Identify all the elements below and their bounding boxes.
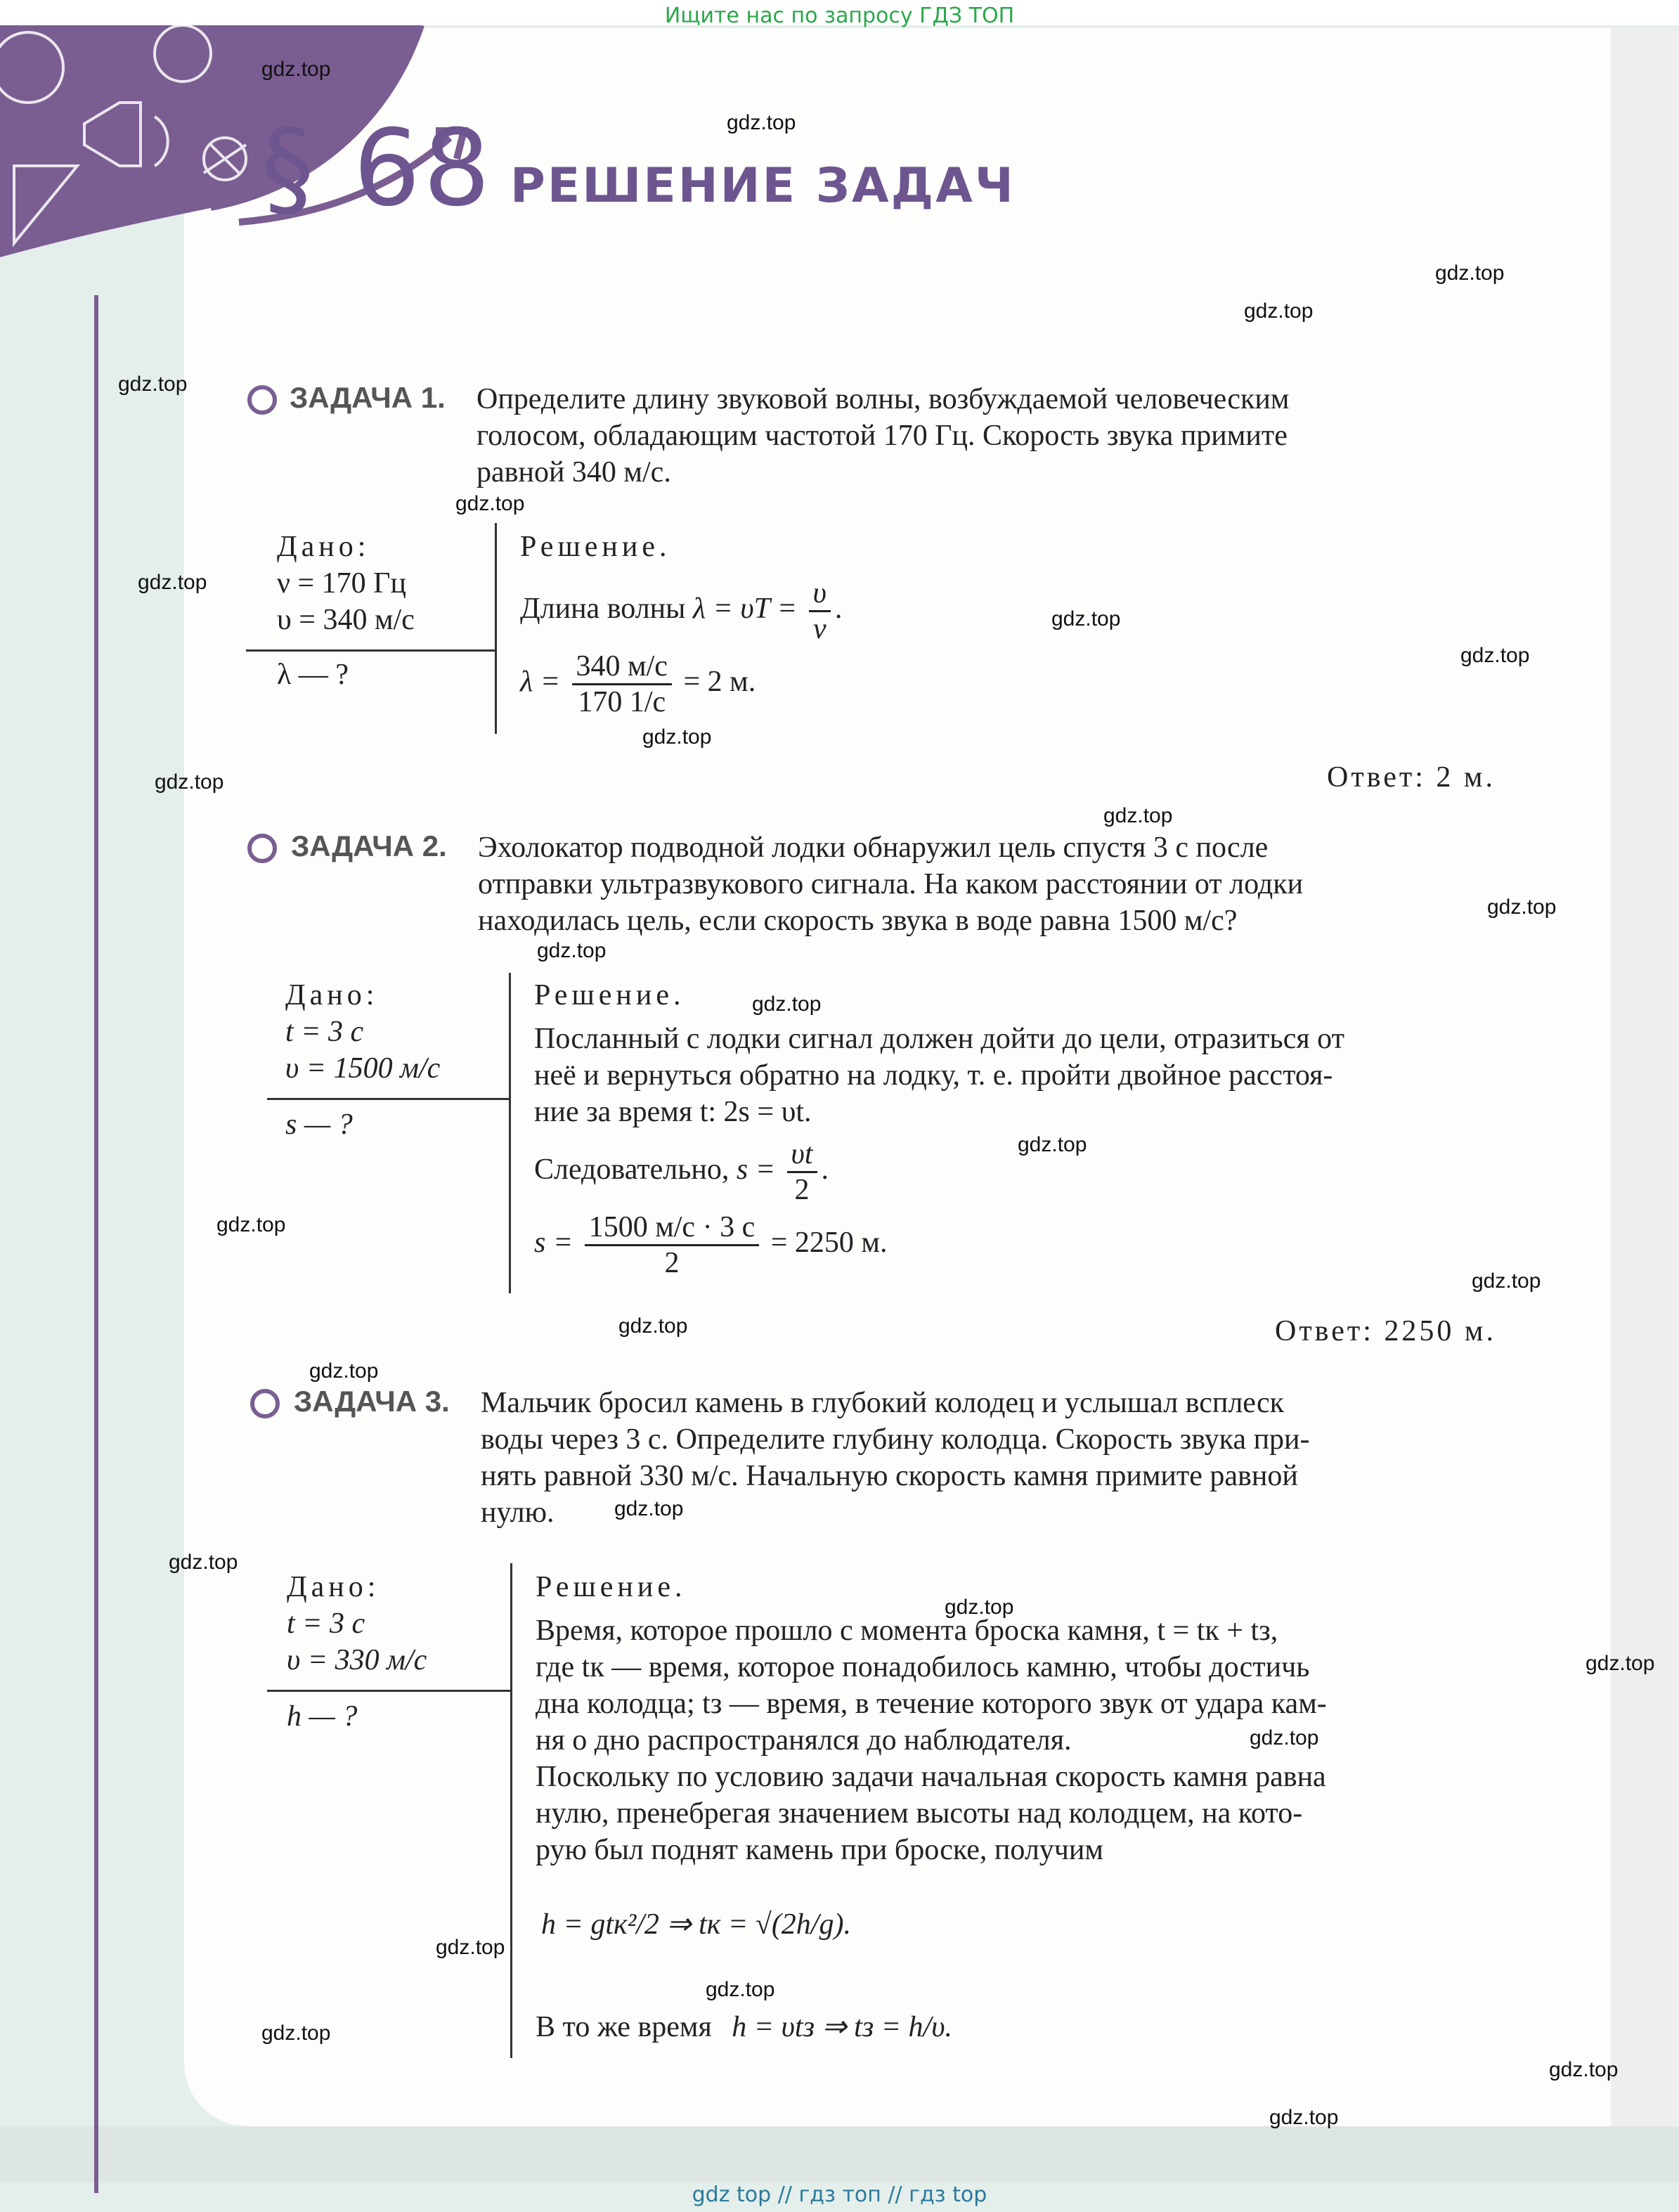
solution-line: ние за время t: 2s = υt.	[534, 1096, 812, 1128]
given-item: υ = 340 м/с	[277, 604, 415, 636]
fraction	[585, 1210, 760, 1280]
task1-label: ЗАДАЧА 1.	[290, 381, 446, 414]
solution-divider	[510, 1563, 512, 2058]
fraction-num: 340 м/с	[572, 649, 672, 685]
given-item: t = 3 с	[285, 1016, 364, 1048]
task3-line: нулю.	[481, 1496, 555, 1529]
task1-line: Определите длину звуковой волны, возбуждаемой человеческим	[477, 383, 1290, 415]
task2-line: Эхолокатор подводной лодки обнаружил цель спустя 3 с после	[478, 832, 1269, 864]
task2-solution-title: Решение.	[534, 979, 685, 1011]
task3-solution-text	[536, 1612, 1525, 1868]
task2-formula1: Следовательно, s = $\frac{\upsilon t}{2}$ .	[534, 1138, 829, 1206]
watermark: gdz.top	[261, 58, 331, 81]
fraction-den: ν	[812, 613, 826, 645]
given-divider	[267, 1690, 510, 1692]
solution-line: Поскольку по условию задачи начальная скорость камня равна	[536, 1761, 1326, 1793]
chapter-number: § 68	[261, 108, 493, 230]
watermark: gdz.top	[618, 1314, 688, 1338]
fraction	[572, 649, 672, 719]
task3-formula1: h = gtк²/2 ⇒ tк = √(2h/g).	[541, 1908, 851, 1941]
watermark: gdz.top	[216, 1213, 286, 1236]
task3-formula2	[536, 2009, 952, 2044]
task3-given	[287, 1569, 427, 1679]
formula-rhs: = 2250 м.	[770, 1227, 888, 1260]
watermark: gdz.top	[118, 373, 188, 396]
page-edge-strip	[1611, 28, 1679, 2179]
watermark: gdz.top	[1549, 2058, 1619, 2081]
task3-line: воды через 3 с. Определите глубину колодца. Скорость звука при-	[481, 1423, 1310, 1456]
given-title: Дано:	[285, 979, 379, 1011]
given-item: t = 3 с	[287, 1608, 365, 1640]
task1-formula1: Длина волны λ = υT = $\frac{\upsilon}{\nu}$ .	[520, 577, 843, 645]
watermark: gdz.top	[309, 1359, 379, 1383]
fraction-den: 170 1/с	[578, 686, 666, 718]
watermark: gdz.top	[155, 770, 224, 794]
watermark: gdz.top	[1460, 644, 1530, 667]
solution-line: рую был поднят камень при броске, получим	[536, 1834, 1103, 1866]
solution-line: где tк — время, которое понадобилось камню, чтобы достичь	[536, 1651, 1310, 1683]
watermark: gdz.top	[455, 492, 525, 515]
task1-line: голосом, обладающим частотой 170 Гц. Скорость звука примите	[477, 420, 1288, 452]
watermark: gdz.top	[1051, 607, 1121, 630]
task2-solution-text	[534, 1021, 1525, 1130]
task3-solution-title: Решение.	[536, 1571, 687, 1603]
watermark: gdz.top	[1250, 1726, 1319, 1749]
watermark: gdz.top	[642, 725, 712, 749]
task3-line: нять равной 330 м/с. Начальную скорость камня примите равной	[481, 1460, 1298, 1492]
given-item: ν = 170 Гц	[277, 567, 406, 600]
task-bullet-icon	[247, 385, 277, 415]
formula-lhs: s =	[534, 1227, 573, 1260]
formula-lhs: s =	[736, 1153, 776, 1186]
solution-line: Посланный с лодки сигнал должен дойти до цели, отразиться от	[534, 1023, 1344, 1055]
watermark: gdz.top	[537, 939, 607, 962]
formula-math: h = υtз ⇒ tз = h/υ.	[732, 2011, 953, 2043]
given-divider	[246, 649, 495, 652]
task2-answer: Ответ: 2250 м.	[1275, 1315, 1497, 1347]
task2-given	[285, 977, 440, 1087]
fraction	[787, 1137, 817, 1207]
solution-divider	[495, 523, 497, 734]
task3-find: h — ?	[287, 1700, 358, 1733]
task-bullet-icon	[250, 1389, 280, 1418]
task3-line: Мальчик бросил камень в глубокий колодец и услышал всплеск	[481, 1387, 1285, 1419]
watermark: gdz.top	[727, 111, 796, 134]
top-banner[interactable]: Ищите нас по запросу ГДЗ ТОП	[664, 4, 1015, 28]
watermark: gdz.top	[614, 1497, 684, 1520]
watermark: gdz.top	[1586, 1652, 1655, 1675]
formula-text: Следовательно,	[534, 1153, 730, 1186]
solution-line: дна колодца; tз — время, в течение которого звук от удара кам-	[536, 1688, 1327, 1720]
fraction	[809, 576, 831, 646]
task1-answer: Ответ: 2 м.	[1327, 761, 1496, 794]
watermark: gdz.top	[706, 1978, 775, 2001]
watermark: gdz.top	[1435, 261, 1505, 285]
watermark: gdz.top	[436, 1936, 505, 1959]
given-title: Дано:	[287, 1571, 380, 1603]
watermark: gdz.top	[1487, 895, 1557, 919]
task1-line: равной 340 м/с.	[477, 456, 671, 489]
watermark: gdz.top	[1018, 1133, 1087, 1156]
fraction-num: υt	[787, 1137, 817, 1173]
watermark: gdz.top	[752, 992, 822, 1016]
task2-line: находилась цель, если скорость звука в воде равна 1500 м/с?	[478, 905, 1238, 937]
watermark: gdz.top	[261, 2022, 331, 2045]
solution-line: Время, которое прошло с момента броска камня, t = tк + tз,	[536, 1615, 1278, 1647]
task2-formula2	[534, 1210, 887, 1280]
formula-text: В то же время	[536, 2011, 712, 2043]
page-bottom-strip	[0, 2126, 1679, 2182]
bottom-banner[interactable]: gdz top // гдз топ // гдз top	[692, 2182, 987, 2207]
fraction-num: υ	[809, 576, 831, 612]
watermark: gdz.top	[1472, 1269, 1541, 1293]
task1-text	[477, 381, 1524, 491]
task1-solution-title: Решение.	[520, 531, 671, 563]
solution-line: нулю, пренебрегая значением высоты над колодцем, на кото-	[536, 1797, 1303, 1830]
fraction-den: 2	[664, 1247, 680, 1279]
formula-lhs: λ =	[520, 666, 561, 699]
task2-line: отправки ультразвукового сигнала. На каком расстоянии от лодки	[478, 868, 1304, 900]
watermark: gdz.top	[1103, 804, 1173, 827]
task1-find: λ — ?	[277, 659, 349, 691]
chapter-title: РЕШЕНИЕ ЗАДАЧ	[510, 158, 1016, 214]
task2-find: s — ?	[285, 1108, 353, 1141]
watermark: gdz.top	[945, 1596, 1014, 1619]
solution-line: ня о дно распространялся до наблюдателя.	[536, 1724, 1072, 1757]
watermark: gdz.top	[1244, 299, 1314, 323]
solution-line: неё и вернуться обратно на лодку, т. е. пройти двойное расстоя-	[534, 1059, 1333, 1092]
task2-text	[478, 829, 1525, 939]
given-item: υ = 1500 м/с	[285, 1052, 441, 1085]
formula-math: λ = υT =	[692, 593, 798, 626]
task3-text	[481, 1385, 1525, 1531]
margin-line	[94, 295, 98, 2193]
watermark: gdz.top	[138, 571, 207, 594]
watermark: gdz.top	[169, 1551, 238, 1574]
fraction-num: 1500 м/с · 3 с	[585, 1210, 760, 1246]
task-bullet-icon	[247, 834, 277, 863]
formula-rhs: = 2 м.	[683, 666, 756, 699]
watermark: gdz.top	[1269, 2106, 1339, 2129]
given-divider	[267, 1098, 509, 1100]
fraction-den: 2	[794, 1174, 810, 1206]
given-title: Дано:	[277, 531, 370, 563]
solution-divider	[509, 973, 511, 1293]
task2-label: ЗАДАЧА 2.	[291, 829, 447, 862]
formula-text: Длина волны	[520, 593, 686, 626]
given-item: υ = 330 м/с	[287, 1644, 427, 1676]
task1-given	[277, 529, 415, 638]
task1-formula2	[520, 649, 756, 719]
task3-label: ЗАДАЧА 3.	[294, 1385, 450, 1418]
